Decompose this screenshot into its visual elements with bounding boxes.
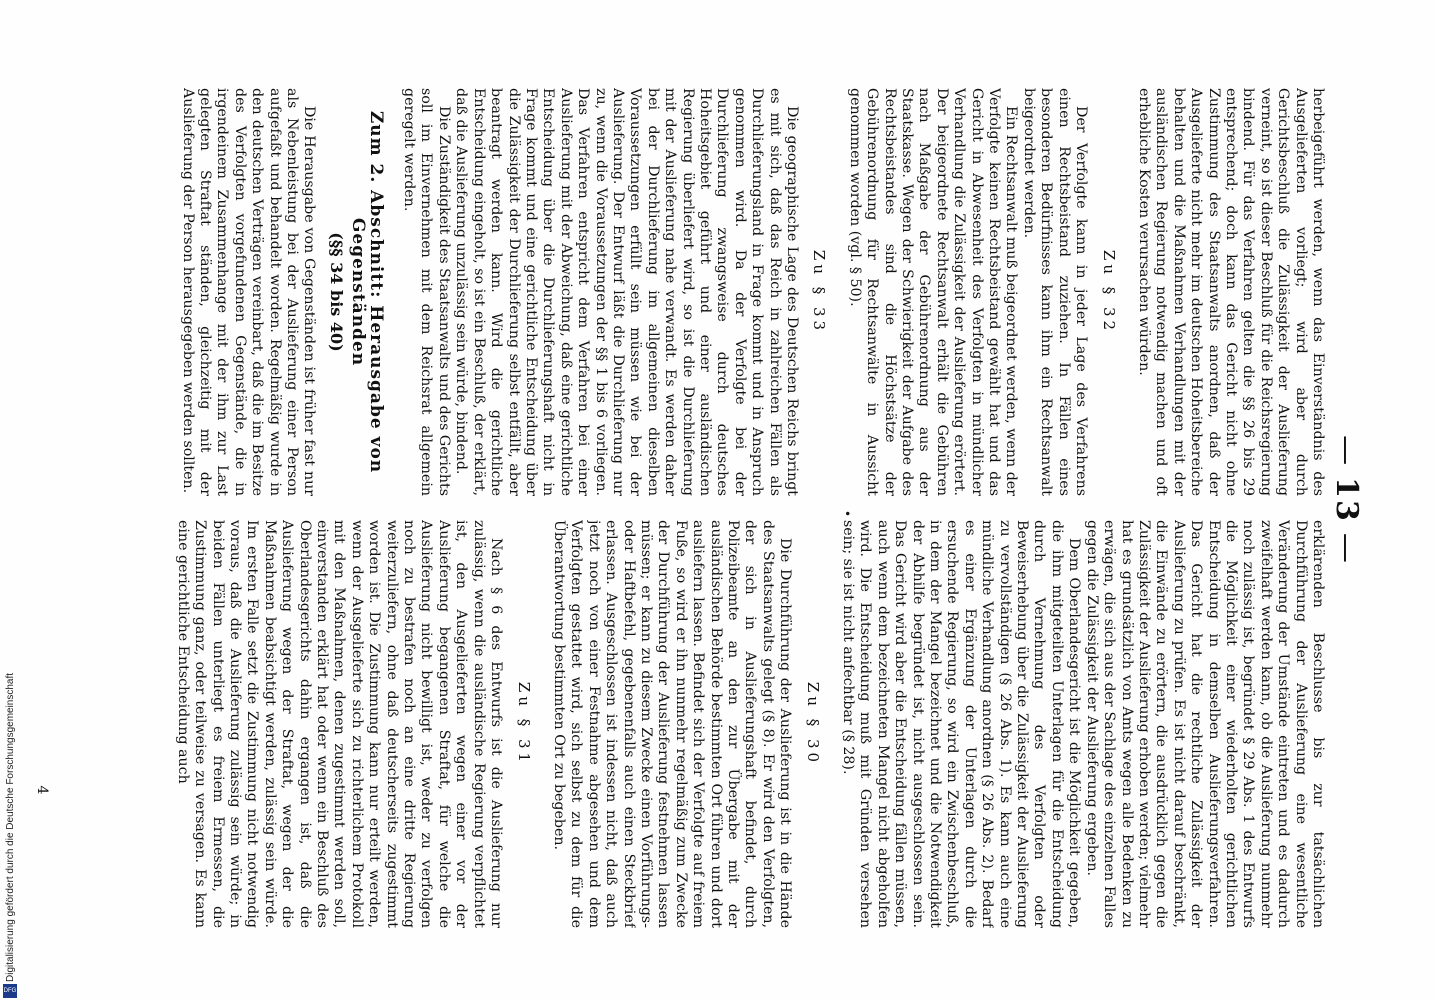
dfg-logo-icon: DFG	[3, 984, 17, 998]
right-column	[66, 520, 1326, 928]
section-heading-32: Zu § 32	[1099, 249, 1118, 335]
section-heading-33: Zu § 33	[810, 249, 829, 335]
paragraph: Der Verfolgte kann in jeder Lage des Verfahrens einen Rechtsbeistand zuziehen. In Fällen eines besonderen Bedürfnisses kann ihm ein Rechtsanwalt beigeordnet werden.	[1020, 88, 1090, 496]
paragraph: Ein Rechtsanwalt muß beigeordnet werden, wenn der Verfolgte keinen Rechtsbeistand gewählt hat und das Gericht in Abwesenheit des Verfolgten in mündlicher Verhandlung die Zulässigkeit der Auslieferung erörtert. Der beigeordnete Rechtsanwalt erhält die Gebühren nach Maßgabe der Gebührenordnung aus der Staatskasse. Wegen der Schwierigkeit der Aufgabe des Rechtsbeistandes sind die Höchstsätze der Gebührenordnung für Rechtsanwälte in Aussicht genommen worden (vgl. § 50).	[846, 88, 1020, 496]
paragraph: Die Herausgabe von Gegenständen ist früher fast nur als Nebenleistung bei der Auslieferung einer Person aufgefaßt und behandelt worden. Regelmäßig wurde in den deutschen Verträgen vereinbart, daß die im Besitze des Verfolgten vorgefundenen Gegenstände, die in irgendeinem Zusammenhange mit der ihm zur Last gelegten Straftat ständen, gleichzeitig mit der Auslieferung der Person herausgegeben werden sollten.	[179, 88, 318, 496]
paragraph: Die Durchführung der Auslieferung ist in die Hände des Staatsanwalts gelegt (§ 8). Er wird den Verfolgten, der sich in Auslieferungshaft befindet, durch Polizeibeamte an den zur Übergabe mit der ausländischen Behörde bestimmten Ort führen und dort ausliefern lassen. Befindet sich der Verfolgte auf freiem Fuße, so wird er ihn nunmehr regelmäßig zum Zwecke der Durchführung der Auslieferung festnehmen lassen müssen; er kann zu diesem Zwecke einen Vorführungs- oder Haftbefehl, gegebenenfalls auch einen Steckbrief erlassen. Ausgeschlossen ist indessen nicht, daß auch jetzt noch von einer Festnahme abgesehen und dem Verfolgten gestattet wird, sich selbst zu dem für die Überantwortung bestimmten Ort zu begeben.	[550, 520, 794, 928]
credit-text: Digitalisierung gefördert durch die Deutsche Forschungsgemeinschaft	[5, 672, 16, 982]
page-header	[1329, 0, 1434, 1000]
paragraph: herbeigeführt werden, wenn das Einverständnis des Ausgelieferten vorliegt; wird aber durch Gerichtsbeschluß die Zulässigkeit der Auslieferung verneint, so ist dieser Beschluß für die Reichsregierung bindend. Für das Verfahren gelten die §§ 26 bis 29 entsprechend; doch kann das Gericht nicht ohne Zustimmung des Staatsanwalts anordnen, daß der Ausgelieferte nicht mehr im deutschen Hoheitsbereiche behalten und die Maßnahmen Verhandlungen mit der ausländischen Regierung notwendig machen und oft erhebliche Kosten verursachen würden.	[1135, 88, 1326, 496]
section-heading-31: Zu § 31	[514, 681, 533, 767]
signature-mark: 4	[34, 785, 50, 795]
paragraph: Dem Oberlandesgericht ist die Möglichkeit gegeben, die ihm mitgeteilten Unterlagen für die Entscheidung durch Vernehmung des Verfolgten oder Beweiserhebung über die Zulässigkeit der Auslieferung zu vervollständigen (§ 26 Abs. 1). Es kann auch eine mündliche Verhandlung anordnen (§ 26 Abs. 2). Bedarf es einer Ergänzung der Unterlagen durch die ersuchende Regierung, so wird ein Zwischenbeschluß, in dem der Mangel bezeichnet und die Notwendigkeit der Abhilfe begründet ist, nicht ausgeschlossen sein. Das Gericht wird aber die Entscheidung fällen müssen, auch wenn dem bezeichneten Mangel nicht abgeholfen wird. Die Entscheidung muß mit Gründen versehen sein; sie ist nicht anfechtbar (§ 28).	[840, 520, 1083, 928]
chapter-subheading: (§§ 34 bis 40)	[326, 232, 346, 352]
digitization-credit	[0, 0, 20, 1000]
paragraph: Nach § 6 des Entwurfs ist die Auslieferung nur zulässig, wenn die ausländische Regierung verpflichtet ist, den Ausgelieferten wegen einer vor der Auslieferung begangenen Straftat, für welche die Auslieferung nicht bewilligt ist, weder zu verfolgen noch zu bestrafen noch an eine dritte Regierung weiterzuliefern, ohne daß deutscherseits zugestimmt worden ist. Die Zustimmung kann nur erteilt werden, wenn der Ausgelieferte sich zu richterlichem Protokoll mit den Maßnahmen, denen zugestimmt werden soll, einverstanden erklärt hat oder wenn ein Beschluß des Oberlandesgerichts dahin ergangen ist, daß die Auslieferung wegen der Straftat, wegen der die Maßnahmen beabsichtigt werden, zulässig sein würde. Im ersten Falle setzt die Zustimmung nicht notwendig voraus, daß die Auslieferung zulässig sein würde; in beiden Fällen unterliegt es freiem Ermessen, die Zustimmung ganz, oder teilweise zu versagen. Es kann eine gerichtliche Entscheidung auch	[174, 520, 505, 928]
bullet-mark: •	[840, 510, 854, 518]
paragraph: Die geographische Lage des Deutschen Reichs bringt es mit sich, daß das Reich in zahlreichen Fällen als Durchlieferungsland in Frage kommt und in Anspruch genommen wird. Da der Verfolgte bei der Durchlieferung zwangsweise durch deutsches Hoheitsgebiet geführt und einer ausländischen Regierung überliefert wird, so ist die Durchlieferung mit der Auslieferung nahe verwandt. Es werden daher bei der Durchlieferung im allgemeinen dieselben Voraussetzungen erfüllt sein müssen wie bei der Auslieferung. Der Entwurf läßt die Durchlieferung nur zu, wenn die Voraussetzungen der §§ 1 bis 6 vorliegen. Das Verfahren entspricht dem Verfahren bei einer Auslieferung mit der Abweichung, daß eine gerichtliche Entscheidung über die Durchlieferungshaft nicht in Frage kommt und eine gerichtliche Entscheidung über die Zulässigkeit der Durchlieferung selbst entfällt, aber beantragt werden kann. Wird die gerichtliche Entscheidung eingeholt, so ist ein Beschluß, der erklärt, daß die Auslieferung unzulässig sein würde, bindend.	[453, 88, 801, 496]
chapter-heading: Zum 2. Abschnitt: Herausgabe von Gegenständen	[348, 110, 386, 474]
left-column	[66, 88, 1326, 496]
paragraph: erklärenden Beschlusse bis zur tatsächlichen Durchführung der Auslieferung eine wesentliche Veränderung der Umstände eintreten und es dadurch zweifelhaft werden kann, ob die Auslieferung nunmehr noch zulässig ist, begründet § 29 Abs. 1 des Entwurfs die Möglichkeit einer wiederholten gerichtlichen Entscheidung in demselben Auslieferungsverfahren. Das Gericht hat die rechtliche Zulässigkeit der Auslieferung zu prüfen. Es ist nicht darauf beschränkt, die Einwände zu erörtern, die ausdrücklich gegen die Zulässigkeit der Auslieferung erhoben werden; vielmehr hat es grundsätzlich von Amts wegen alle Bedenken zu erwägen, die sich aus der Sachlage des einzelnen Falles gegen die Zulässigkeit der Auslieferung ergeben.	[1083, 520, 1326, 928]
paragraph: Die Zuständigkeit des Staatsanwalts und des Gerichts soll im Einvernehmen mit dem Reichsrat allgemein geregelt werden.	[401, 88, 452, 496]
section-heading-30: Zu § 30	[803, 681, 822, 767]
page-number: —13—	[1329, 435, 1364, 565]
